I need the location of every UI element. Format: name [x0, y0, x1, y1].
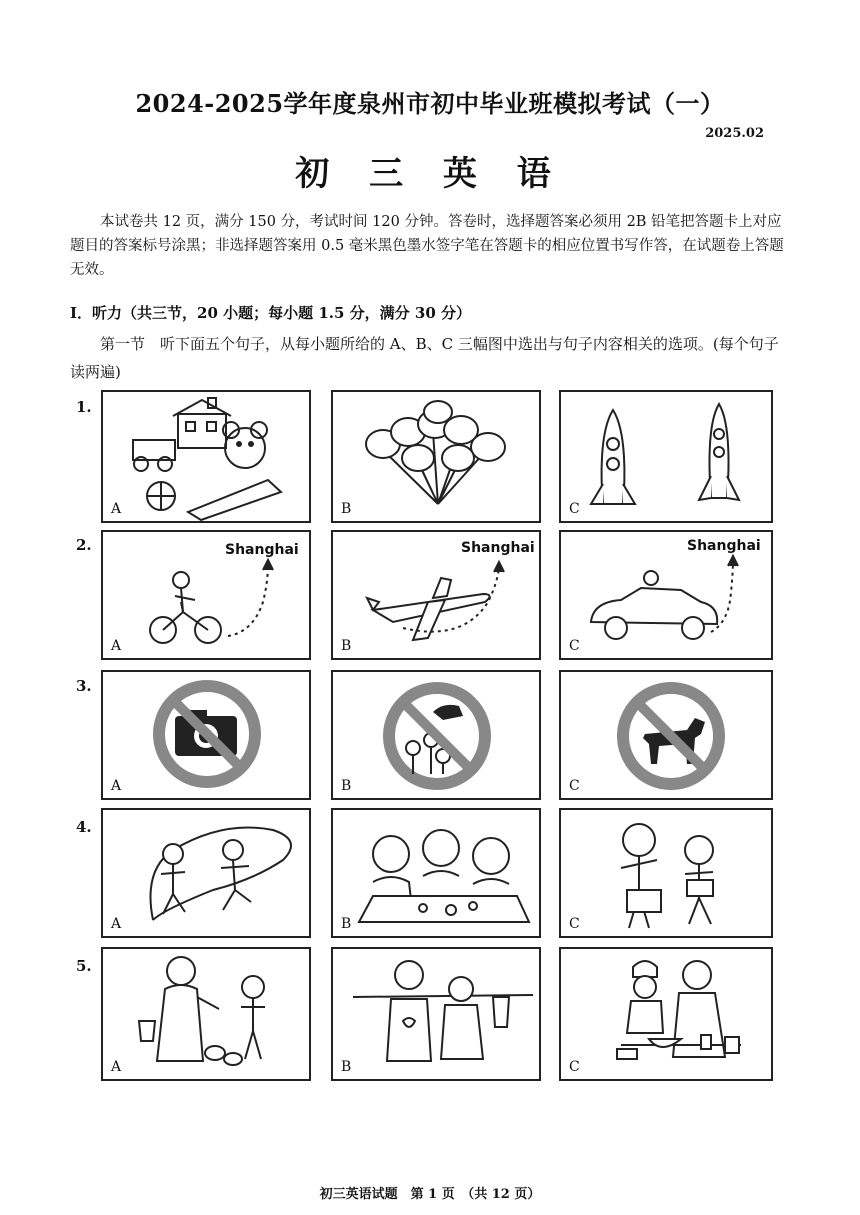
- question-number: 3.: [76, 677, 92, 695]
- destination-label: Shanghai: [687, 538, 761, 554]
- no-picking-flowers-sign-icon: [333, 672, 541, 800]
- exam-date: 2025.02: [705, 126, 764, 141]
- page-footer: 初三英语试题 第 1 页 （共 12 页）: [319, 1187, 541, 1202]
- exam-title: 2024-2025学年度泉州市初中毕业班模拟考试（一）: [135, 89, 725, 118]
- jump-rope-icon: [103, 810, 311, 938]
- part-instructions: 第一节 听下面五个句子，从每小题所给的 A、B、C 三幅图中选出与句子内容相关的选项。(每个句子读两遍): [70, 335, 779, 381]
- option-label: C: [569, 1059, 580, 1075]
- option-label: A: [111, 1059, 122, 1075]
- no-camera-sign-icon: [103, 672, 311, 800]
- option-box[interactable]: [101, 808, 311, 938]
- destination-label: Shanghai: [461, 540, 535, 556]
- option-box[interactable]: [559, 808, 773, 938]
- option-label: A: [111, 916, 122, 932]
- destination-label: Shanghai: [225, 542, 299, 558]
- no-dogs-sign-icon: [561, 672, 773, 800]
- airplane-icon: [333, 532, 541, 660]
- section-heading: Ⅰ．听力（共三节，20 小题；每小题 1.5 分，满分 30 分）: [70, 304, 471, 322]
- children-painting-icon: [333, 810, 541, 938]
- option-box[interactable]: [331, 390, 541, 523]
- hanging-laundry-icon: [333, 949, 541, 1081]
- option-label: C: [569, 638, 580, 654]
- option-label: B: [341, 638, 352, 654]
- option-label: C: [569, 916, 580, 932]
- option-box[interactable]: [331, 808, 541, 938]
- question-number: 1.: [76, 398, 92, 416]
- option-label: B: [341, 1059, 352, 1075]
- feeding-chickens-icon: [103, 949, 311, 1081]
- question-number: 4.: [76, 818, 92, 836]
- option-label: C: [569, 778, 580, 794]
- option-label: A: [111, 501, 122, 517]
- option-box[interactable]: [331, 947, 541, 1081]
- option-label: B: [341, 778, 352, 794]
- option-box[interactable]: [101, 390, 311, 523]
- toys-icon: [103, 392, 311, 523]
- car-icon: [561, 532, 773, 660]
- drums-icon: [561, 810, 773, 938]
- cooking-icon: [561, 949, 773, 1081]
- option-box[interactable]: [559, 530, 773, 660]
- option-box[interactable]: [101, 530, 311, 660]
- option-box[interactable]: [559, 390, 773, 523]
- question-number: 2.: [76, 536, 92, 554]
- option-box[interactable]: [101, 670, 311, 800]
- rockets-icon: [561, 392, 773, 523]
- option-label: C: [569, 501, 580, 517]
- option-box[interactable]: [331, 670, 541, 800]
- option-box[interactable]: [101, 947, 311, 1081]
- option-label: B: [341, 916, 352, 932]
- option-box[interactable]: [559, 947, 773, 1081]
- balloons-icon: [333, 392, 541, 523]
- option-label: B: [341, 501, 352, 517]
- option-box[interactable]: [331, 530, 541, 660]
- option-box[interactable]: [559, 670, 773, 800]
- subject-title: 初 三 英 语: [295, 154, 565, 194]
- bicycle-icon: [103, 532, 311, 660]
- option-label: A: [111, 638, 122, 654]
- option-label: A: [111, 778, 122, 794]
- question-number: 5.: [76, 957, 92, 975]
- exam-instructions: 本试卷共 12 页，满分 150 分，考试时间 120 分钟。答卷时，选择题答案必须用 2B 铅笔把答题卡上对应题目的答案标号涂黑；非选择题答案用 0.5 毫米黑色墨水签字笔在答题卡的相应位置书写作答，在试题卷上答题无效。: [70, 214, 784, 278]
